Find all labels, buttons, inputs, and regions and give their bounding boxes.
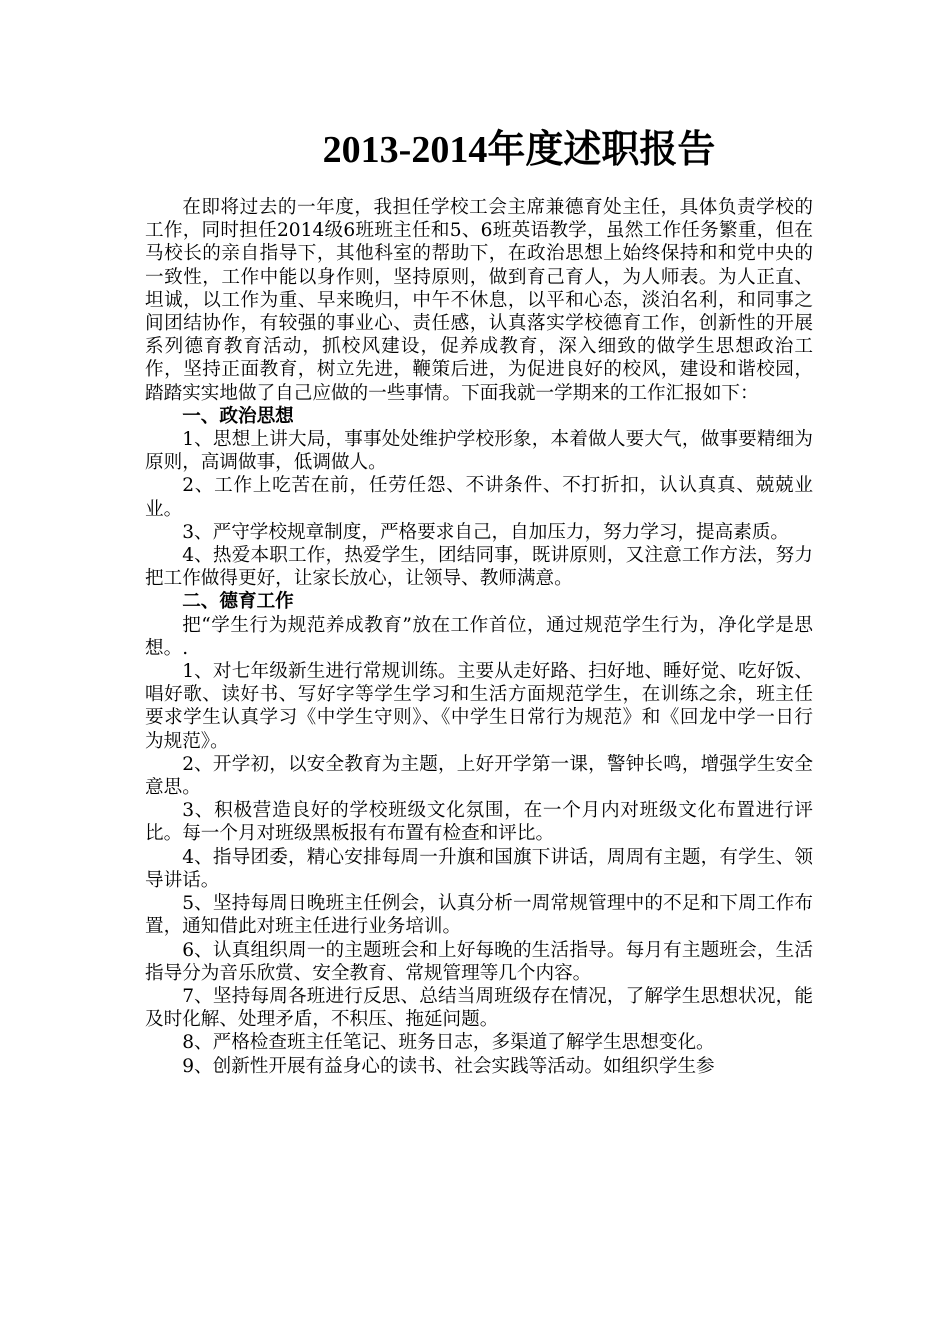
paragraph-item: 3、严守学校规章制度，严格要求自己，自加压力，努力学习，提高素质。 xyxy=(182,521,790,543)
paragraph-item: 5、坚持每周日晚班主任例会，认真分析一周常规管理中的不足和下周工作布置，通知借此对班主任进行业务培训。 xyxy=(145,893,813,938)
paragraph-item: 1、对七年级新生进行常规训练。主要从走好路、扫好地、睡好觉、吃好饭、唱好歌、读好书、写好字等学生学习和生活方面规范学生，在训练之余，班主任要求学生认真学习《中学生守则》、《中学生日常行为规范》和《回龙中学一日行为规范》。 xyxy=(145,661,813,752)
document-title: 2013-2014年度述职报告 xyxy=(322,129,716,171)
paragraph-item: 4、热爱本职工作，热爱学生，团结同事，既讲原则，又注意工作方法，努力把工作做得更好，让家长放心，让领导、教师满意。 xyxy=(145,545,813,590)
paragraph-item: 7、坚持每周各班进行反思、总结当周班级存在情况，了解学生思想状况，能及时化解、处理矛盾，不积压、拖延问题。 xyxy=(145,985,813,1031)
section-heading-moral-education: 二、德育工作 xyxy=(182,591,294,613)
section-heading-politics: 一、政治思想 xyxy=(182,405,294,427)
paragraph-item: 6、认真组织周一的主题班会和上好每晚的生活指导。每月有主题班会，生活指导分为音乐欣赏、安全教育、常规管理等几个内容。 xyxy=(145,939,813,984)
paragraph-item: 2、开学初，以安全教育为主题，上好开学第一课，警钟长鸣，增强学生安全意思。 xyxy=(145,753,813,799)
paragraph-intro: 在即将过去的一年度，我担任学校工会主席兼德育处主任，具体负责学校的工作，同时担任2014级6班班主任和5、6班英语教学，虽然工作任务繁重，但在马校长的亲自指导下，其他科室的帮助下，在政治思想上始终保持和和党中央的一致性，工作中能以身作则，坚持原则，做到育己育人，为人师表。为人正直、坦诚，以工作为重、早来晚归，中午不休息，以平和心态，淡泊名利，和同事之间团结协作，有较强的事业心、责任感，认真落实学校德育工作，创新性的开展系列德育教育活动，抓校风建设，促养成教育，深入细致的做学生思想政治工作，坚持正面教育，树立先进，鞭策后进，为促进良好的校风，建设和谐校园，踏踏实实地做了自己应做的一些事情。下面我就一学期来的工作汇报如下： xyxy=(145,197,813,404)
paragraph-item: 4、指导团委，精心安排每周一升旗和国旗下讲话，周周有主题，有学生、领导讲话。 xyxy=(145,846,813,891)
paragraph-item: 3、积极营造良好的学校班级文化氛围，在一个月内对班级文化布置进行评比。每一个月对班级黑板报有布置有检查和评比。 xyxy=(145,800,813,845)
paragraph-item: 2、工作上吃苦在前，任劳任怨、不讲条件、不打折扣，认认真真、兢兢业业。 xyxy=(145,475,813,520)
document-body xyxy=(145,196,813,1078)
paragraph-item: 1、思想上讲大局，事事处处维护学校形象，本着做人要大气，做事要精细为原则，高调做事，低调做人。 xyxy=(145,429,813,474)
paragraph-item: 9、创新性开展有益身心的读书、社会实践等活动。如组织学生参 xyxy=(182,1055,715,1077)
paragraph-item: 8、严格检查班主任笔记、班务日志，多渠道了解学生思想变化。 xyxy=(182,1032,715,1054)
paragraph-item: 把“学生行为规范养成教育”放在工作首位，通过规范学生行为，净化学是思想。. xyxy=(145,614,813,659)
